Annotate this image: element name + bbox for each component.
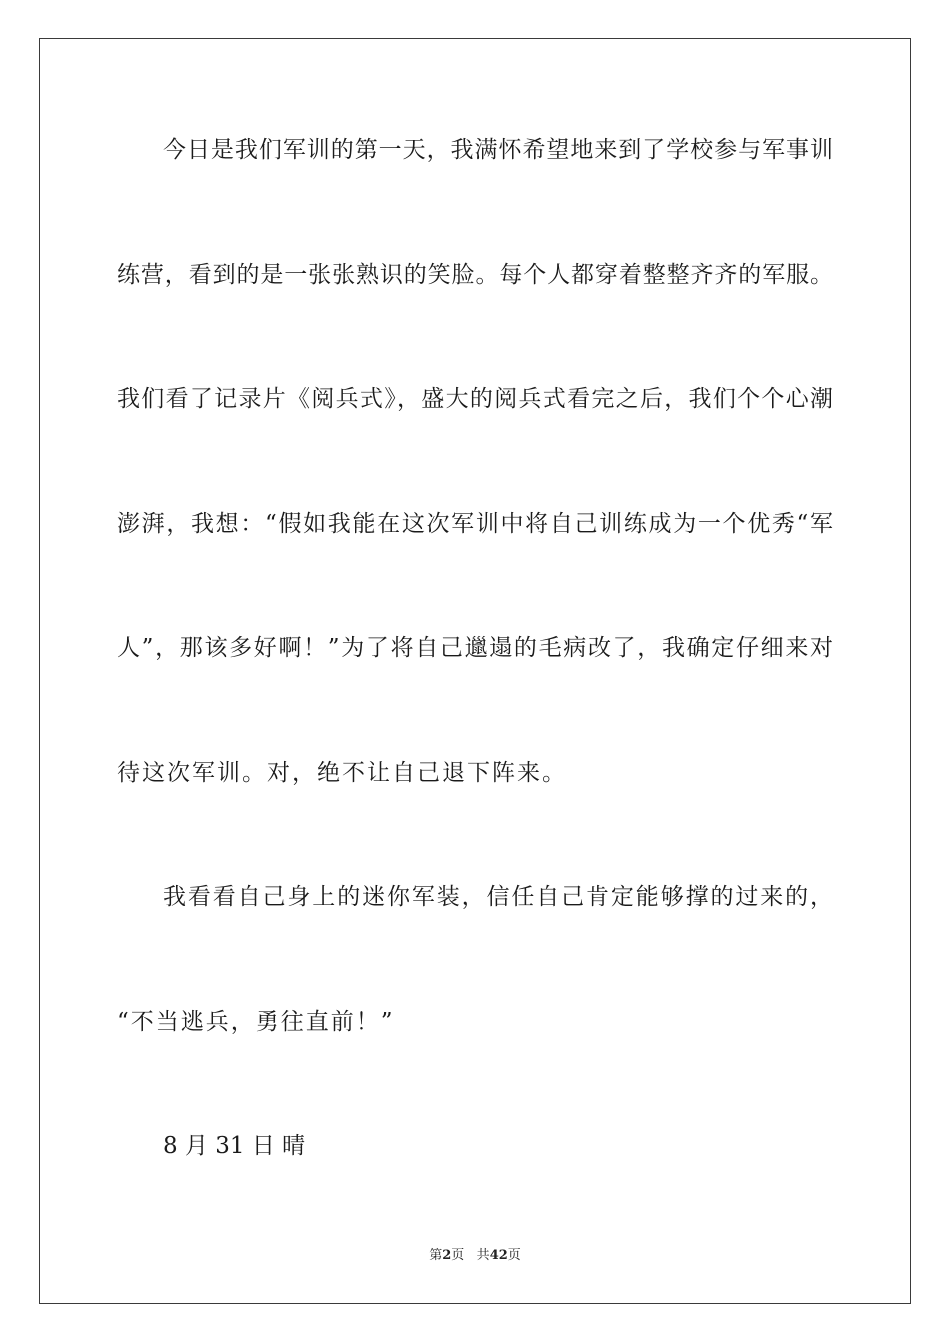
footer-page-suffix: 页	[451, 1248, 465, 1263]
text-line-1: 今日是我们军训的第一天，我满怀希望地来到了学校参与军事训	[163, 137, 833, 163]
footer-total-prefix: 共	[476, 1248, 490, 1263]
date-line: 8 月 31 日 晴	[163, 1133, 306, 1159]
text-line-4: 澎湃，我想：“假如我能在这次军训中将自己训练成为一个优秀“军	[117, 511, 833, 537]
text-line-6: 待这次军训。对，绝不让自己退下阵来。	[117, 760, 567, 786]
page-footer	[0, 1247, 950, 1265]
footer-total-suffix: 页	[507, 1248, 521, 1263]
footer-prefix: 第	[429, 1248, 443, 1263]
page-border	[39, 38, 911, 1304]
text-line-5: 人”，那该多好啊！”为了将自己邋遢的毛病改了，我确定仔细来对	[117, 635, 833, 661]
current-page-number: 2	[442, 1248, 452, 1263]
text-line-3: 我们看了记录片《阅兵式》，盛大的阅兵式看完之后，我们个个心潮	[117, 386, 833, 412]
total-page-count: 42	[489, 1248, 508, 1263]
text-line-8: “不当逃兵，勇往直前！”	[117, 1009, 395, 1035]
text-line-2: 练营，看到的是一张张熟识的笑脸。每个人都穿着整整齐齐的军服。	[117, 262, 833, 288]
text-line-7: 我看看自己身上的迷你军装，信任自己肯定能够撑的过来的，	[163, 884, 833, 910]
